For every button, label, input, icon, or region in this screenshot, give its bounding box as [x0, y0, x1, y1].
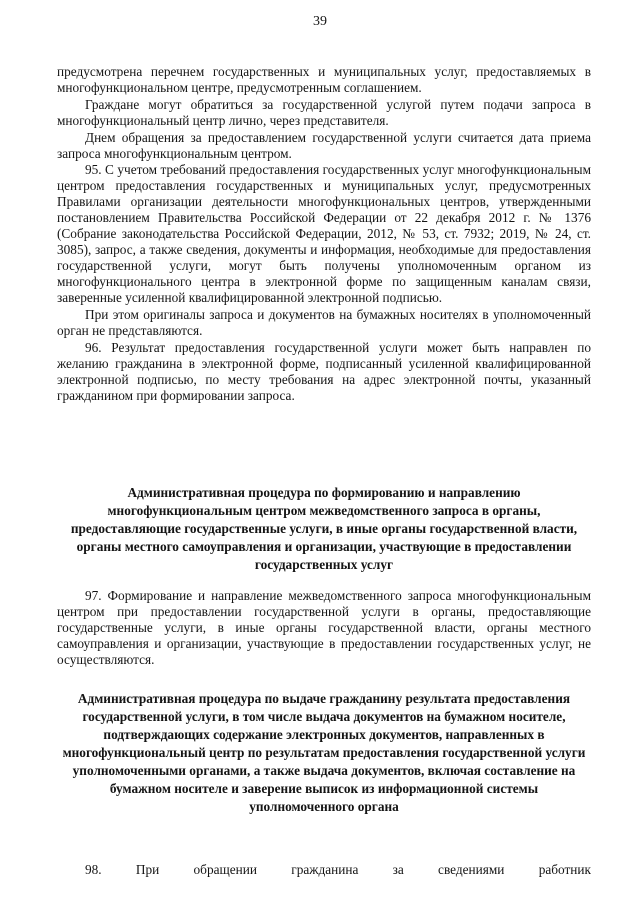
paragraph-98-block	[57, 862, 591, 878]
paragraph-originals: При этом оригиналы запроса и документов на бумажных носителях в уполномоченный орган не представляются.	[57, 307, 591, 338]
paragraph-continuation: предусмотрена перечнем государственных и муниципальных услуг, предоставляемых в многофункциональном центре, предусмотренным соглашением.	[57, 64, 591, 95]
paragraph-96: 96. Результат предоставления государственной услуги может быть направлен по желанию гражданина в электронной форме, подписанный усиленной квалифицированной электронной подписью, по месту требования на адрес электронной почты, указанный гражданином при формировании запроса.	[57, 340, 591, 403]
paragraph-97-block	[57, 588, 591, 668]
paragraph-98: 98. При обращении гражданина за сведениями работник	[85, 862, 591, 877]
paragraph-citizens-apply: Граждане могут обратиться за государственной услугой путем подачи запроса в многофункциональный центр лично, через представителя.	[57, 97, 591, 128]
top-text-block	[57, 64, 591, 404]
paragraph-application-date: Днем обращения за предоставлением государственной услуги считается дата приема запроса многофункциональным центром.	[57, 130, 591, 161]
page-number: 39	[313, 14, 327, 29]
section-heading-interagency-request: Административная процедура по формированию и направлению многофункциональным центром межведомственного запроса в органы, предоставляющие государственные услуги, в иные органы государственной власти, органы местного самоуправления и организации, участвующие в предоставлении государственных услуг	[70, 485, 578, 572]
paragraph-95: 95. С учетом требований предоставления государственных услуг многофункциональным центром предоставления государственных и муниципальных услуг, предусмотренных Правилами организации деятельности многофункциональных центров, утвержденными постановлением Правительства Российской Федерации от 22 декабря 2012 г. № 1376 (Собрание законодательства Российской Федерации, 2012, № 53, ст. 7932; 2019, № 24, ст. 3085), запрос, а также сведения, документы и информация, необходимые для предоставления государственной услуги, могут быть получены уполномоченным органом из многофункционального центра в электронной форме по защищенным каналам связи, заверенные усиленной квалифицированной электронной подписью.	[57, 162, 591, 305]
paragraph-97: 97. Формирование и направление межведомственного запроса многофункциональным центром при предоставлении государственной услуги в органы, предоставляющие государственные услуги, в иные органы государственной власти, органы местного самоуправления и организации, участвующие в предоставлении государственных услуг, не осуществляются.	[57, 588, 591, 667]
section-heading-result-issuance: Административная процедура по выдаче гражданину результата предоставления государственной услуги, в том числе выдача документов на бумажном носителе, подтверждающих содержание электронных документов, направленных в многофункциональный центр по результатам предоставления государственной услуги уполномоченными органами, а также выдача документов, включая составление на бумажном носителе и заверение выписок из информационной системы уполномоченного органа	[62, 691, 586, 814]
